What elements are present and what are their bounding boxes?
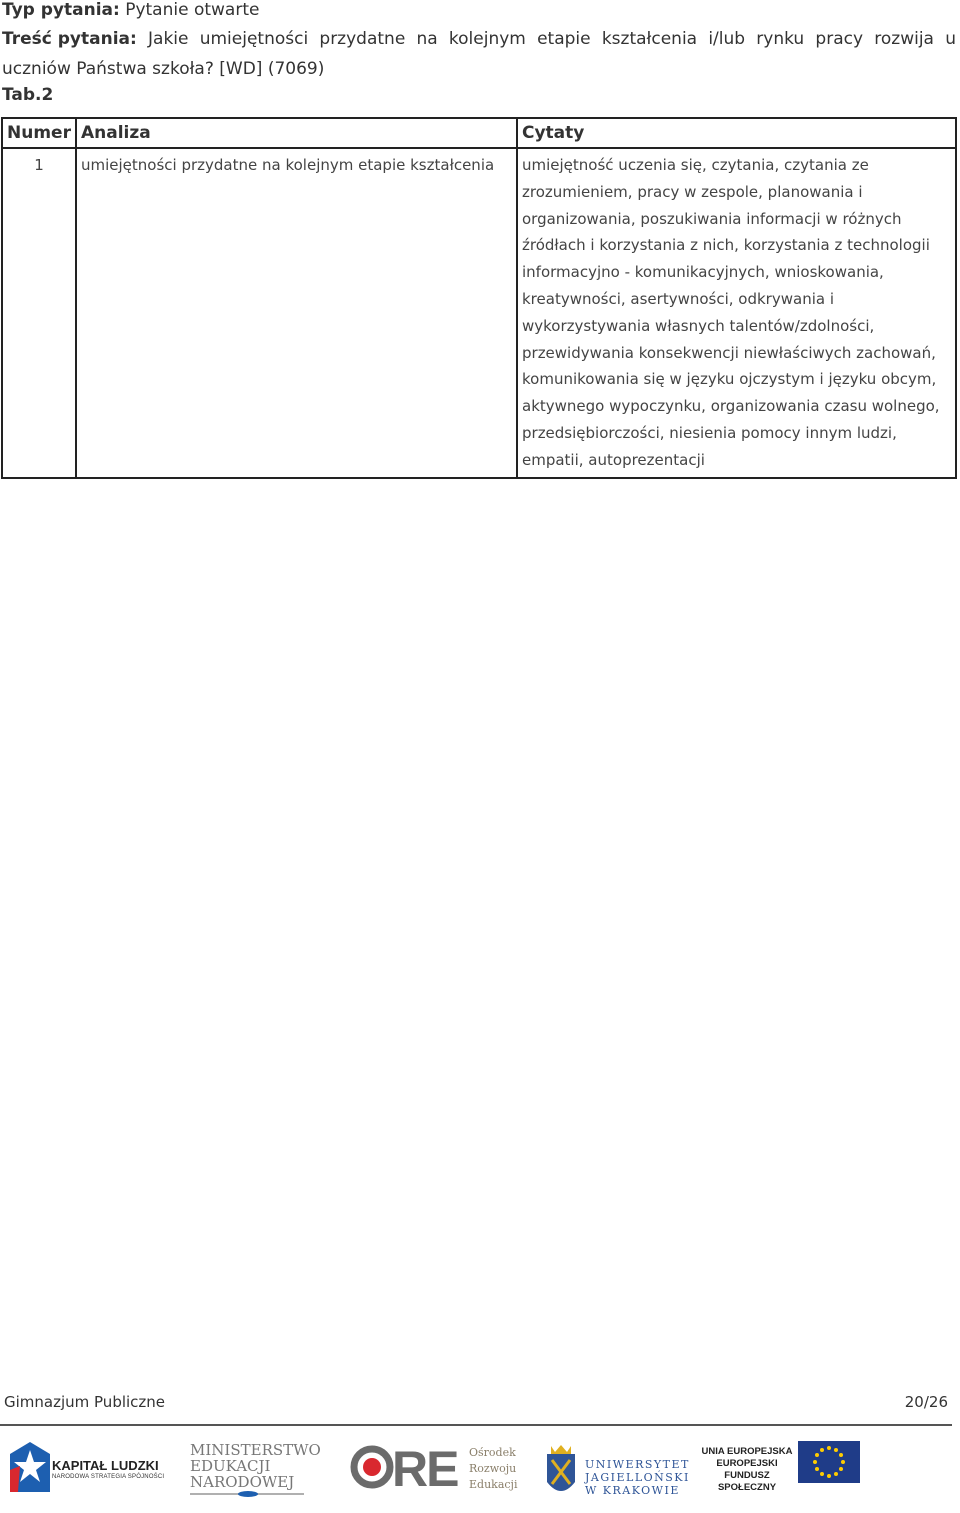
cell-number: 1 [2,148,76,478]
kapital-ludzki-title: KAPITAŁ LUDZKI [52,1458,159,1473]
question-word: Jakie [148,29,189,49]
ore-logo-text: Ośrodek Rozwoju Edukacji [469,1446,518,1491]
ue-logo-text: UNIA EUROPEJSKA EUROPEJSKI FUNDUSZ SPOŁECZNY [701,1446,793,1493]
quote-line: komunikowania się w języku ojczystym i języku obcym, [522,370,937,389]
quote-line: kreatywności, asertywności, odkrywania i [522,289,834,308]
table-caption: Tab.2 [2,85,54,105]
quote-line: aktywnego wypoczynku, organizowania czasu wolnego, [522,397,940,416]
kapital-ludzki-subtitle: NARODOWA STRATEGIA SPÓJNOŚCI [52,1474,165,1480]
column-header-numer: Numer [2,118,76,148]
ore-circle-icon [350,1445,394,1489]
men-underline-icon [190,1490,304,1498]
question-text-continued: uczniów Państwa szkoła? [WD] (7069) [2,59,325,79]
page-footer [4,1393,948,1411]
quote-line: przewidywania konsekwencji niewłaściwych zachowań, [522,343,936,362]
question-text [2,29,956,49]
quote-line: źródłach i korzystania z nich, korzystania z technologii [522,236,930,255]
column-header-cytaty: Cytaty [517,118,956,148]
question-word: kształcenia [601,29,698,49]
question-word: kolejnym [448,29,526,49]
quote-line: empatii, autoprezentacji [522,450,705,469]
footer-divider [0,1424,952,1426]
question-word: i/lub [708,29,746,49]
cell-analysis: umiejętności przydatne na kolejnym etapie kształcenia [76,148,517,478]
table-header-row [2,118,956,148]
quote-line: przedsiębiorczości, niesienia pomocy innym ludzi, [522,423,897,442]
men-logo-text: MINISTERSTWO EDUKACJI NARODOWEJ [190,1441,321,1491]
question-word: u [945,29,956,49]
results-table [1,117,957,479]
question-word: umiejętności [199,29,309,49]
footer-school-name: Gimnazjum Publiczne [4,1393,166,1411]
question-type-value: Pytanie otwarte [125,0,260,20]
ore-logo-letters: RE [392,1441,458,1497]
table-row [2,148,956,478]
uj-crest-icon [543,1442,579,1500]
cell-quotes [517,148,956,478]
question-word: pracy [815,29,864,49]
question-word: rynku [756,29,805,49]
question-word: rozwija [874,29,934,49]
question-word: przydatne [319,29,406,49]
question-label: Treść pytania: [2,29,137,49]
uj-logo-text: UNIWERSYTET JAGIELLOŃSKI W KRAKOWIE [585,1458,690,1497]
question-type-label: Typ pytania: [2,0,120,20]
column-header-analiza: Analiza [76,118,517,148]
sponsor-logos [0,1436,960,1506]
question-type [2,0,259,20]
quote-line: informacyjno - komunikacyjnych, wnioskowania, [522,263,884,282]
quote-line: zrozumieniem, pracy w zespole, planowania i [522,182,863,201]
eu-flag-icon [798,1441,860,1483]
footer-page-number: 20/26 [904,1393,948,1411]
question-word: etapie [537,29,591,49]
quote-line: organizowania, poszukiwania informacji w różnych [522,209,902,228]
quote-line: wykorzystywania własnych talentów/zdolności, [522,316,875,335]
kapital-ludzki-logo-icon [8,1440,52,1494]
quote-line: umiejętność uczenia się, czytania, czytania ze [522,156,869,174]
question-word: na [416,29,438,49]
